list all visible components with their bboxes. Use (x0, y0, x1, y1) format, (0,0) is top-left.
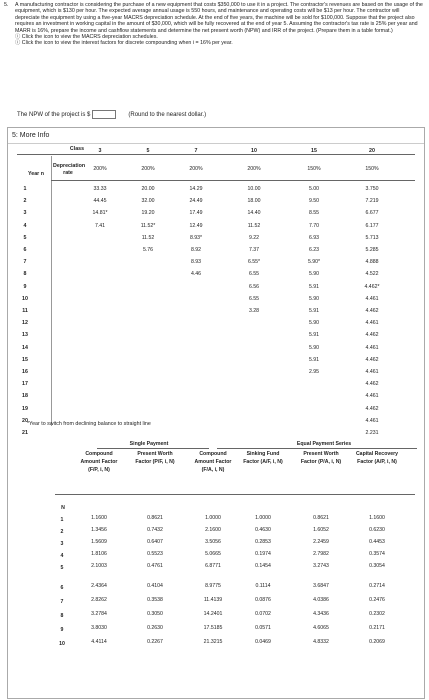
macrs-rate-value: 4.462 (365, 332, 379, 339)
factor-value: 1.1600 (91, 515, 107, 521)
n-value: 1 (60, 517, 64, 523)
factor-value: 0.1454 (255, 563, 271, 569)
single-payment-line (97, 448, 209, 449)
year-16: 16 (22, 369, 28, 375)
class-7: 7 (194, 148, 198, 154)
depreciation-rate-header: Depreciation rate (53, 163, 86, 176)
macrs-rate-value: 7.219 (365, 198, 379, 205)
factor-value: 0.7432 (147, 527, 163, 533)
factor-value: 0.5523 (147, 551, 163, 557)
macrs-rate-value: 24.49 (189, 198, 203, 205)
macrs-rate-value: 2.231 (365, 430, 379, 436)
macrs-rate-value: 32.00 (141, 198, 155, 205)
macrs-rate-value: 5.285 (365, 247, 379, 253)
macrs-rate-value: 6.55* (247, 259, 261, 266)
macrs-rate-value: 7.70 (308, 222, 320, 229)
factor-value: 0.4630 (255, 527, 271, 533)
n-value: 10 (59, 641, 65, 647)
factor-value: 0.6407 (147, 539, 163, 545)
single-payment-header: Single Payment (129, 441, 169, 447)
factor-value: 0.2302 (369, 611, 385, 617)
rate-15: 150% (307, 166, 321, 172)
macrs-rate-value: 5.91 (308, 308, 320, 314)
macrs-rate-value: 5.90 (308, 271, 320, 278)
factor-value: 0.8621 (147, 515, 163, 521)
factor-value: 1.0000 (255, 515, 271, 521)
factor-value: 0.4761 (147, 563, 163, 569)
macrs-rate-value: 9.22 (248, 234, 260, 241)
macrs-rate-value: 8.92 (190, 247, 202, 253)
factor-value: 5.0665 (205, 551, 221, 557)
macrs-rate-value: 20.00 (141, 186, 155, 192)
factor-value: 3.5056 (205, 539, 221, 545)
macrs-rate-value: 4.462* (364, 283, 380, 290)
macrs-rate-value: 18.00 (247, 198, 261, 205)
info-icon: ⓘ (15, 34, 21, 41)
class-3: 3 (98, 148, 102, 154)
factor-value: 0.0876 (255, 597, 271, 603)
rate-20: 150% (365, 166, 379, 172)
year-7: 7 (23, 259, 27, 266)
rate-5: 200% (141, 166, 155, 172)
factor-value: 0.1114 (255, 583, 271, 589)
year-11: 11 (22, 308, 28, 314)
year-divider (51, 156, 52, 426)
factor-value: 2.1600 (205, 527, 221, 533)
macrs-rate-value: 4.46 (190, 271, 202, 278)
factor-value: 4.8332 (313, 639, 329, 645)
rate-7: 200% (189, 166, 203, 172)
factor-value: 17.5185 (203, 625, 223, 631)
class-10: 10 (251, 148, 257, 154)
problem-number: 5. (4, 2, 9, 8)
factor-value: 1.3456 (91, 527, 107, 533)
panel-title: 5: More Info (12, 132, 50, 139)
macrs-rate-value: 14.29 (189, 186, 203, 192)
macrs-rate-value: 4.461 (365, 344, 379, 351)
year-21: 21 (22, 430, 28, 436)
macrs-rate-value: 12.49 (189, 222, 203, 229)
year-14: 14 (22, 344, 28, 351)
factor-value: 0.2853 (255, 539, 271, 545)
factor-value: 0.2267 (147, 639, 163, 645)
year-1: 1 (23, 186, 27, 192)
rate-3: 200% (93, 166, 107, 172)
year-3: 3 (23, 210, 27, 217)
macrs-rate-value: 33.33 (93, 186, 107, 192)
equal-payment-series-header: Equal Payment Series (296, 441, 352, 447)
macrs-footnote: *Year to switch from declining balance to straight line (27, 421, 151, 427)
macrs-rate-value: 11.52 (247, 222, 261, 229)
year-2: 2 (23, 198, 27, 205)
factor-header: Present Worth Factor (P/A, i, N) (300, 451, 342, 465)
macrs-rate-value: 5.713 (365, 234, 379, 241)
npw-answer-row (17, 110, 206, 119)
macrs-rate-value: 5.91 (308, 283, 320, 290)
class-20: 20 (369, 148, 375, 154)
year-20: 20 (22, 417, 28, 424)
factor-value: 3.6847 (313, 583, 329, 589)
macrs-rate-value: 9.50 (308, 198, 320, 205)
factor-header: Sinking Fund Factor (A/F, i, N) (243, 451, 283, 465)
macrs-rate-value: 11.52* (140, 222, 156, 229)
factor-value: 6.8771 (205, 563, 221, 569)
factor-value: 0.4453 (369, 539, 385, 545)
panel-divider (8, 143, 424, 144)
problem-statement (4, 2, 425, 47)
factor-value: 1.1600 (369, 515, 385, 521)
year-6: 6 (23, 247, 27, 253)
macrs-rate-value: 11.52 (141, 234, 155, 241)
factor-value: 0.3054 (369, 563, 385, 569)
n-value: 8 (60, 613, 64, 619)
year-header: Year n (28, 171, 44, 177)
factor-value: 2.1003 (91, 563, 107, 569)
factor-value: 4.4114 (91, 639, 107, 645)
year-12: 12 (22, 320, 28, 327)
macrs-rate-value: 5.90 (308, 344, 320, 351)
npw-input[interactable] (92, 110, 116, 119)
factor-value: 1.6052 (313, 527, 329, 533)
macrs-rate-value: 4.462 (365, 308, 379, 314)
year-8: 8 (23, 271, 27, 278)
header-bottom-line (51, 180, 415, 181)
factor-value: 21.3215 (203, 639, 223, 645)
factor-value: 0.2630 (147, 625, 163, 631)
macrs-rate-value: 7.41 (94, 222, 106, 229)
factor-value: 0.3574 (369, 551, 385, 557)
n-value: 6 (60, 585, 64, 591)
macrs-rate-value: 5.90 (308, 320, 320, 327)
factor-value: 0.2171 (369, 625, 385, 631)
factor-value: 0.6230 (369, 527, 385, 533)
macrs-rate-value: 6.177 (365, 222, 379, 229)
macrs-rate-value: 4.462 (365, 356, 379, 363)
factor-value: 4.0386 (313, 597, 329, 603)
macrs-rate-value: 6.56 (248, 283, 260, 290)
macrs-rate-value: 3.750 (365, 186, 379, 192)
equal-payment-line (217, 448, 417, 449)
interest-factors-link[interactable]: ⓘ Click the icon to view the interest factors for discrete compounding when i = 16% per year. (15, 40, 233, 47)
n-value: 4 (60, 553, 64, 559)
macrs-rate-value: 4.461 (365, 295, 379, 302)
factor-value: 3.8030 (91, 625, 107, 631)
factor-value: 3.2743 (313, 563, 329, 569)
macrs-rate-value: 4.462 (365, 405, 379, 412)
class-5: 5 (146, 148, 150, 154)
n-value: 5 (60, 565, 64, 571)
macrs-rate-value: 4.461 (365, 369, 379, 375)
macrs-rate-value: 8.93 (190, 259, 202, 266)
factor-value: 3.2784 (91, 611, 107, 617)
n-value: 3 (60, 541, 64, 547)
macrs-rate-value: 5.76 (142, 247, 154, 253)
factor-value: 4.6065 (313, 625, 329, 631)
n-value: 7 (60, 599, 64, 605)
year-9: 9 (23, 283, 27, 290)
rounding-note: (Round to the nearest dollar.) (128, 111, 207, 118)
year-5: 5 (23, 234, 27, 241)
info-icon: ⓘ (15, 40, 21, 47)
macrs-rate-value: 6.55 (248, 295, 260, 302)
macrs-rate-value: 44.45 (93, 198, 107, 205)
factor-header: Compound Amount Factor (F/P, i, N) (80, 451, 118, 473)
class-15: 15 (311, 148, 317, 154)
problem-text: A manufacturing contractor is considering the purchase of a new equipment that costs $350,000 to use it in a project. The contractor's revenues are based on the usage of the equipment, which is $130 per hour. The expected average annual usage is 550 hours, and maintenance and operating costs will be $13 per hour. The contractor will depreciate the equipment by using a five-year MACRS depreciation schedule. At the end of five years, the machine will be sold for $100,000. Suppose that the project also requires an investment in working capital in the amount of $30,000, which will be fully recovered at the end of year 5. Assuming the contractor's tax rate is 25% per year and MARR is 16%, prepare the income and cashflow statements and determine the net present worth (NPW) and IRR of the project. (Prepare them in a table format.) (15, 2, 423, 34)
factor-value: 0.3050 (147, 611, 163, 617)
factor-value: 0.0571 (255, 625, 271, 631)
year-15: 15 (22, 356, 28, 363)
n-header: N (61, 505, 65, 511)
year-18: 18 (22, 393, 28, 400)
macrs-rate-value: 5.90* (307, 259, 321, 266)
macrs-rate-value: 8.93* (189, 234, 203, 241)
year-4: 4 (23, 222, 27, 229)
factor-value: 4.3436 (313, 611, 329, 617)
year-10: 10 (22, 295, 28, 302)
n-value: 2 (60, 529, 64, 535)
class-header: Class (69, 146, 85, 152)
factor-value: 0.4104 (147, 583, 163, 589)
factor-value: 1.8106 (91, 551, 107, 557)
year-17: 17 (22, 381, 28, 388)
macrs-rate-value: 5.90 (308, 295, 320, 302)
macrs-rate-value: 5.91 (308, 332, 320, 339)
factor-value: 0.8621 (313, 515, 329, 521)
factor-value: 0.2069 (369, 639, 385, 645)
table-header-line (55, 494, 415, 495)
macrs-rate-value: 7.37 (248, 247, 260, 253)
factor-value: 0.2714 (369, 583, 385, 589)
macrs-rate-value: 14.40 (247, 210, 261, 217)
macrs-rate-value: 3.28 (248, 308, 260, 314)
macrs-rate-value: 4.888 (365, 259, 379, 266)
factor-header: Capital Recovery Factor (A/P, i, N) (355, 451, 399, 465)
factor-header: Present Worth Factor (P/F, i, N) (135, 451, 175, 465)
macrs-rate-value: 6.55 (248, 271, 260, 278)
factor-value: 2.2459 (313, 539, 329, 545)
macrs-rate-value: 4.461 (365, 417, 379, 424)
macrs-rate-value: 6.93 (308, 234, 320, 241)
factor-header: Compound Amount Factor (F/A, i, N) (194, 451, 232, 473)
factor-value: 0.0469 (255, 639, 271, 645)
factor-value: 0.2476 (369, 597, 385, 603)
macrs-rate-value: 4.522 (365, 271, 379, 278)
rate-10: 200% (247, 166, 261, 172)
macrs-schedule-link[interactable]: ⓘ Click the icon to view the MACRS depreciation schedules. (15, 34, 158, 41)
macrs-rate-value: 19.20 (141, 210, 155, 217)
macrs-rate-value: 5.91 (308, 356, 320, 363)
factor-value: 0.0702 (255, 611, 271, 617)
factor-value: 8.9775 (205, 583, 221, 589)
n-value: 9 (60, 627, 64, 633)
macrs-rate-value: 5.00 (308, 186, 320, 192)
class-header-line (17, 154, 415, 155)
factor-value: 11.4139 (203, 597, 223, 603)
macrs-rate-value: 14.81* (92, 210, 108, 217)
macrs-rate-value: 4.462 (365, 381, 379, 388)
macrs-rate-value: 4.461 (365, 320, 379, 327)
npw-label: The NPW of the project is $ (17, 111, 91, 118)
factor-value: 2.4364 (91, 583, 107, 589)
factor-value: 14.2401 (203, 611, 223, 617)
macrs-rate-value: 2.95 (308, 369, 320, 375)
factor-value: 1.5609 (91, 539, 107, 545)
macrs-rate-value: 8.55 (308, 210, 320, 217)
year-13: 13 (22, 332, 28, 339)
macrs-rate-value: 6.23 (308, 247, 320, 253)
macrs-rate-value: 10.00 (247, 186, 261, 192)
factor-value: 2.8262 (91, 597, 107, 603)
macrs-rate-value: 6.677 (365, 210, 379, 217)
factor-value: 0.3538 (147, 597, 163, 603)
macrs-rate-value: 4.461 (365, 393, 379, 400)
factor-value: 0.1974 (255, 551, 271, 557)
macrs-rate-value: 17.49 (189, 210, 203, 217)
factor-value: 2.7982 (313, 551, 329, 557)
year-19: 19 (22, 405, 28, 412)
factor-value: 1.0000 (205, 515, 221, 521)
